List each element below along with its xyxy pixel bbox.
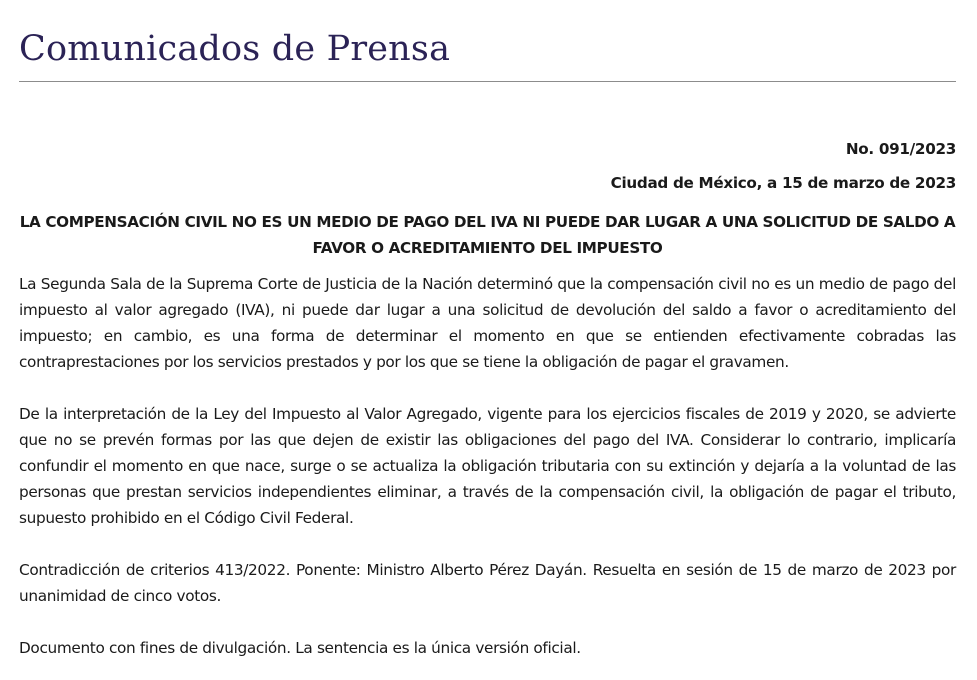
press-release-page	[19, 0, 956, 661]
release-date-line: Ciudad de México, a 15 de marzo de 2023	[610, 174, 956, 192]
title-divider	[19, 81, 956, 82]
case-reference-paragraph: Contradicción de criterios 413/2022. Ponente: Ministro Alberto Pérez Dayán. Resuelta en sesión de 15 de marzo de 2023 por unanimidad de cinco votos.	[19, 561, 956, 605]
disclaimer-paragraph: Documento con fines de divulgación. La sentencia es la única versión oficial.	[19, 639, 581, 657]
release-number: No. 091/2023	[845, 140, 956, 158]
page-title: Comunicados de Prensa	[19, 29, 451, 69]
body-paragraph-2: De la interpretación de la Ley del Impuesto al Valor Agregado, vigente para los ejercicios fiscales de 2019 y 2020, se advierte que no se prevén formas por las que dejen de existir las obligaciones del pago del IVA. Considerar lo contrario, implicaría confundir el momento en que nace, surge o se actualiza la obligación tributaria con su extinción y dejaría a la voluntad de las personas que prestan servicios independientes eliminar, a través de la compensación civil, la obligación de pagar el tributo, supuesto prohibido en el Código Civil Federal.	[19, 405, 956, 527]
body-paragraph-1: La Segunda Sala de la Suprema Corte de Justicia de la Nación determinó que la compensación civil no es un medio de pago del impuesto al valor agregado (IVA), ni puede dar lugar a una solicitud de devolución del saldo a favor o acreditamiento del impuesto; en cambio, es una forma de determinar el momento en que se entienden efectivamente cobradas las contraprestaciones por los servicios prestados y por los que se tiene la obligación de pagar el gravamen.	[19, 275, 956, 371]
release-headline: LA COMPENSACIÓN CIVIL NO ES UN MEDIO DE PAGO DEL IVA NI PUEDE DAR LUGAR A UNA SOLICITUD DE SALDO A FAVOR O ACREDITAMIENTO DEL IMPUESTO	[19, 213, 956, 257]
